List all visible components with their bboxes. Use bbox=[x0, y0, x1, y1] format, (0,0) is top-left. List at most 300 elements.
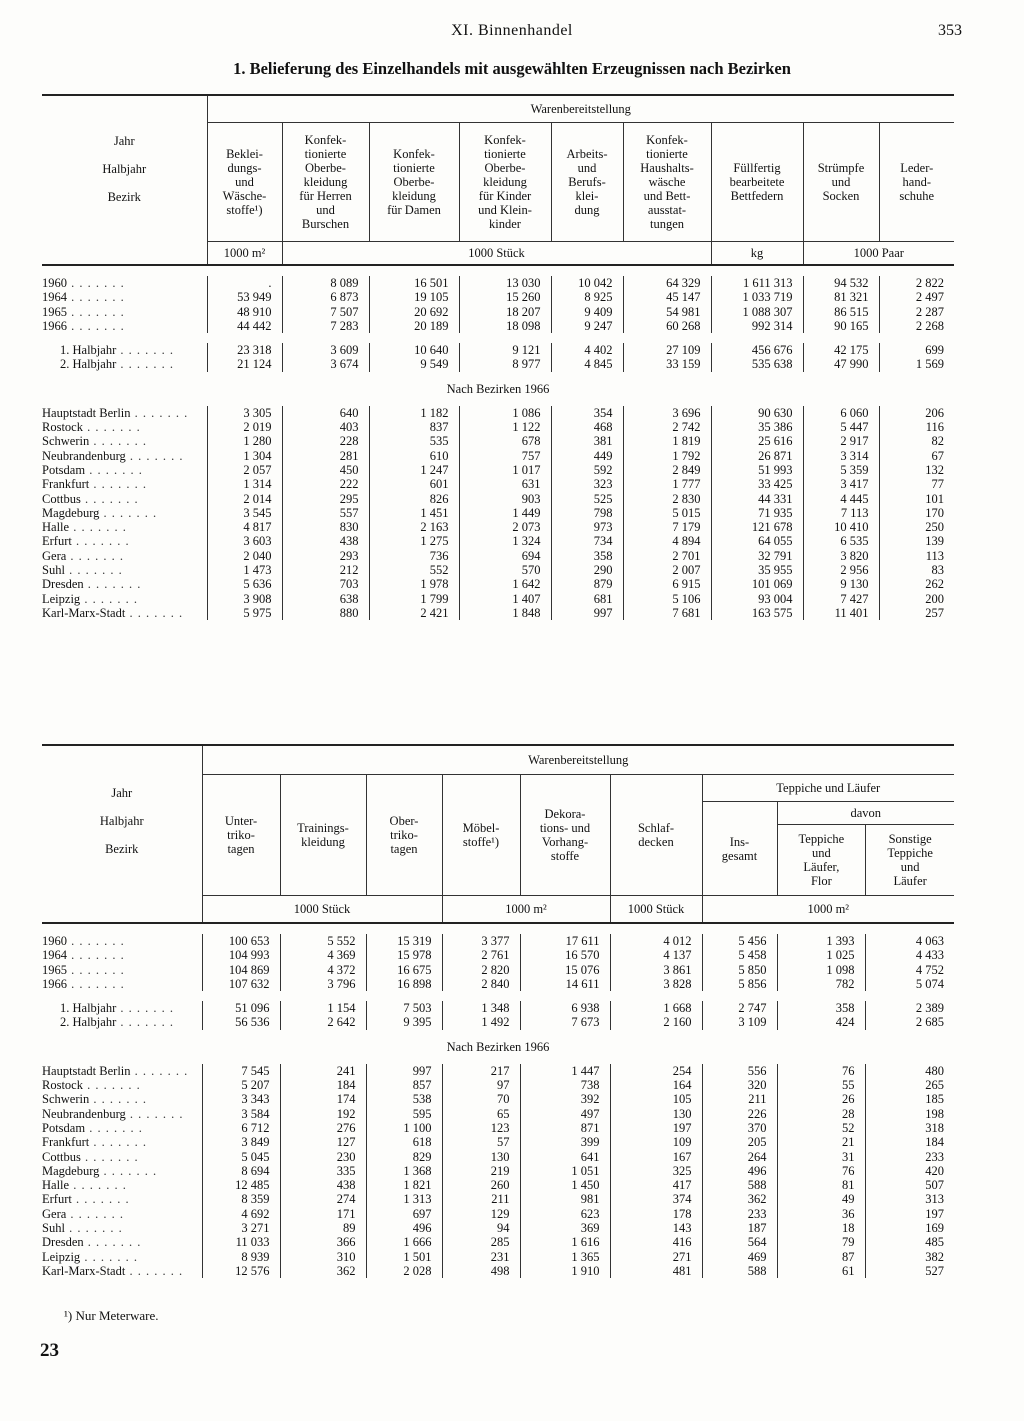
leader-dots: . . . . . . . bbox=[116, 343, 174, 358]
row-label: 1964 bbox=[42, 290, 67, 305]
cell: 2 421 bbox=[369, 606, 459, 620]
cell: 1 978 bbox=[369, 577, 459, 591]
cell: 3 674 bbox=[282, 357, 369, 371]
district-row bbox=[42, 477, 954, 491]
cell: 5 458 bbox=[702, 948, 777, 962]
cell: 4 817 bbox=[207, 520, 282, 534]
cell: 535 bbox=[369, 434, 459, 448]
cell: 21 bbox=[777, 1135, 865, 1149]
row-label: Gera bbox=[42, 548, 67, 563]
cell: 31 bbox=[777, 1150, 865, 1164]
cell: 3 545 bbox=[207, 506, 282, 520]
column-header: Möbel- stoffe¹) bbox=[442, 775, 520, 896]
leader-dots: . . . . . . . bbox=[71, 1192, 130, 1207]
cell: 588 bbox=[702, 1264, 777, 1278]
cell: 52 bbox=[777, 1121, 865, 1135]
cell: 198 bbox=[865, 1107, 954, 1121]
district-row bbox=[42, 449, 954, 463]
cell: 5 856 bbox=[702, 977, 777, 991]
cell: 4 369 bbox=[280, 948, 366, 962]
cell: 438 bbox=[282, 534, 369, 548]
leader-dots: . . . . . . . bbox=[89, 1135, 147, 1150]
district-row bbox=[42, 492, 954, 506]
cell: 14 611 bbox=[520, 977, 610, 991]
cell: 222 bbox=[282, 477, 369, 491]
cell: 618 bbox=[366, 1135, 442, 1149]
cell: 362 bbox=[280, 1264, 366, 1278]
unit-1000-stueck: 1000 Stück bbox=[202, 896, 442, 924]
cell: 366 bbox=[280, 1235, 366, 1249]
cell: 699 bbox=[879, 343, 954, 357]
cell: 879 bbox=[551, 577, 623, 591]
cell: 219 bbox=[442, 1164, 520, 1178]
cell: 325 bbox=[610, 1164, 702, 1178]
cell: 54 981 bbox=[623, 305, 711, 319]
district-row bbox=[42, 1121, 954, 1135]
cell: 481 bbox=[610, 1264, 702, 1278]
cell: 174 bbox=[280, 1092, 366, 1106]
cell: 8 694 bbox=[202, 1164, 280, 1178]
cell: 320 bbox=[702, 1078, 777, 1092]
cell: 285 bbox=[442, 1235, 520, 1249]
cell: 83 bbox=[879, 563, 954, 577]
cell: 3 609 bbox=[282, 343, 369, 357]
cell: 76 bbox=[777, 1064, 865, 1078]
cell: 104 869 bbox=[202, 963, 280, 977]
cell: 3 696 bbox=[623, 406, 711, 420]
cell: 21 124 bbox=[207, 357, 282, 371]
column-header: Füllfertig bearbeitete Bettfedern bbox=[711, 123, 803, 242]
section-heading: Nach Bezirken 1966 bbox=[446, 381, 550, 396]
cell: 2 685 bbox=[865, 1015, 954, 1029]
column-header: Arbeits- und Berufs- klei- dung bbox=[551, 123, 623, 242]
district-row bbox=[42, 1164, 954, 1178]
column-header: Ober- triko- tagen bbox=[366, 775, 442, 896]
cell: 71 935 bbox=[711, 506, 803, 520]
cell: 403 bbox=[282, 420, 369, 434]
section-heading-row bbox=[42, 1030, 954, 1064]
year-row bbox=[42, 977, 954, 991]
cell: 538 bbox=[366, 1092, 442, 1106]
year-row bbox=[42, 276, 954, 290]
district-row bbox=[42, 420, 954, 434]
cell: 556 bbox=[702, 1064, 777, 1078]
cell: 6 060 bbox=[803, 406, 879, 420]
cell: 362 bbox=[702, 1192, 777, 1206]
cell: 564 bbox=[702, 1235, 777, 1249]
cell: 1 819 bbox=[623, 434, 711, 448]
table-1-body bbox=[42, 265, 954, 620]
cell: 3 417 bbox=[803, 477, 879, 491]
cell: 35 955 bbox=[711, 563, 803, 577]
district-row bbox=[42, 1064, 954, 1078]
cell: 55 bbox=[777, 1078, 865, 1092]
row-label: Karl-Marx-Stadt bbox=[42, 1263, 126, 1278]
district-row bbox=[42, 406, 954, 420]
cell: 3 584 bbox=[202, 1107, 280, 1121]
row-label: 2. Halbjahr bbox=[60, 357, 117, 372]
cell: 1 122 bbox=[459, 420, 551, 434]
leader-dots: . . . . . . . bbox=[69, 520, 127, 535]
leader-dots: . . . . . . . bbox=[125, 605, 184, 620]
row-label: 1. Halbjahr bbox=[60, 343, 117, 358]
cell: 33 425 bbox=[711, 477, 803, 491]
stub-header-district: Bezirk bbox=[105, 841, 139, 856]
row-label: Frankfurt bbox=[42, 477, 90, 492]
cell: 2 956 bbox=[803, 563, 879, 577]
cell: 1 473 bbox=[207, 563, 282, 577]
cell: 4 894 bbox=[623, 534, 711, 548]
district-row bbox=[42, 1192, 954, 1206]
cell: 469 bbox=[702, 1250, 777, 1264]
row-label: Hauptstadt Berlin bbox=[42, 405, 131, 420]
leader-dots: . . . . . . . bbox=[89, 1092, 147, 1107]
cell: 354 bbox=[551, 406, 623, 420]
row-label: 1964 bbox=[42, 948, 67, 963]
cell: 79 bbox=[777, 1235, 865, 1249]
cell: 7 179 bbox=[623, 520, 711, 534]
cell: 736 bbox=[369, 549, 459, 563]
cell: 18 207 bbox=[459, 305, 551, 319]
stub-header bbox=[42, 745, 202, 896]
cell: 265 bbox=[865, 1078, 954, 1092]
leader-dots: . . . . . . . bbox=[99, 1163, 158, 1178]
cell: 164 bbox=[610, 1078, 702, 1092]
cell: 26 bbox=[777, 1092, 865, 1106]
cell: 5 975 bbox=[207, 606, 282, 620]
cell: 5 074 bbox=[865, 977, 954, 991]
column-header: Trainings- kleidung bbox=[280, 775, 366, 896]
leader-dots: . . . . . . . bbox=[80, 1149, 139, 1164]
cell: 640 bbox=[282, 406, 369, 420]
cell: 9 130 bbox=[803, 577, 879, 591]
cell: 2 820 bbox=[442, 963, 520, 977]
cell: 139 bbox=[879, 534, 954, 548]
stub-header-district: Bezirk bbox=[107, 189, 141, 204]
column-header: Ins- gesamt bbox=[702, 802, 777, 896]
column-header: Schlaf- decken bbox=[610, 775, 702, 896]
stub-header bbox=[42, 95, 207, 242]
cell: 81 bbox=[777, 1178, 865, 1192]
cell: 47 990 bbox=[803, 357, 879, 371]
cell: 2 701 bbox=[623, 549, 711, 563]
cell: 7 545 bbox=[202, 1064, 280, 1078]
cell: 416 bbox=[610, 1235, 702, 1249]
leader-dots: . . . . . . . bbox=[66, 1206, 125, 1221]
cell: 1 025 bbox=[777, 948, 865, 962]
cell: 127 bbox=[280, 1135, 366, 1149]
leader-dots: . . . . . . . bbox=[67, 934, 125, 948]
cell: 90 630 bbox=[711, 406, 803, 420]
cell: 2 028 bbox=[366, 1264, 442, 1278]
cell: 15 319 bbox=[366, 934, 442, 948]
cell: 89 bbox=[280, 1221, 366, 1235]
cell: 497 bbox=[520, 1107, 610, 1121]
cell: 1 275 bbox=[369, 534, 459, 548]
cell: 1 447 bbox=[520, 1064, 610, 1078]
cell: 250 bbox=[879, 520, 954, 534]
row-label: Erfurt bbox=[42, 534, 72, 549]
row-label: 1966 bbox=[42, 976, 67, 991]
cell: 7 681 bbox=[623, 606, 711, 620]
cell: 281 bbox=[282, 449, 369, 463]
cell: 1 848 bbox=[459, 606, 551, 620]
row-label: 1965 bbox=[42, 304, 67, 319]
cell: 187 bbox=[702, 1221, 777, 1235]
cell: 2 014 bbox=[207, 492, 282, 506]
cell: 56 536 bbox=[202, 1015, 280, 1029]
cell: 557 bbox=[282, 506, 369, 520]
cell: 374 bbox=[610, 1192, 702, 1206]
cell: 15 260 bbox=[459, 290, 551, 304]
row-label: Rostock bbox=[42, 420, 83, 435]
davon-block bbox=[777, 802, 954, 896]
district-row bbox=[42, 463, 954, 477]
column-header: Strümpfe und Socken bbox=[803, 123, 879, 242]
cell: 100 653 bbox=[202, 934, 280, 948]
district-row bbox=[42, 1150, 954, 1164]
cell: 2 642 bbox=[280, 1015, 366, 1029]
cell: 241 bbox=[280, 1064, 366, 1078]
cell: 184 bbox=[280, 1078, 366, 1092]
unit-1000-stueck-2: 1000 Stück bbox=[610, 896, 702, 924]
cell: 1 666 bbox=[366, 1235, 442, 1249]
cell: 13 030 bbox=[459, 276, 551, 290]
cell: 4 845 bbox=[551, 357, 623, 371]
cell: 1 247 bbox=[369, 463, 459, 477]
cell: 3 271 bbox=[202, 1221, 280, 1235]
cell: 4 137 bbox=[610, 948, 702, 962]
cell: 129 bbox=[442, 1207, 520, 1221]
cell: 369 bbox=[520, 1221, 610, 1235]
cell: 6 873 bbox=[282, 290, 369, 304]
year-row bbox=[42, 319, 954, 333]
cell: 36 bbox=[777, 1207, 865, 1221]
cell: 295 bbox=[282, 492, 369, 506]
cell: 20 692 bbox=[369, 305, 459, 319]
cell: 1 304 bbox=[207, 449, 282, 463]
cell: 57 bbox=[442, 1135, 520, 1149]
leader-dots: . . . . . . . bbox=[67, 276, 125, 290]
cell: 703 bbox=[282, 577, 369, 591]
leader-dots: . . . . . . . bbox=[71, 534, 130, 549]
cell: 7 283 bbox=[282, 319, 369, 333]
cell: 185 bbox=[865, 1092, 954, 1106]
cell: 480 bbox=[865, 1064, 954, 1078]
leader-dots: . . . . . . . bbox=[67, 962, 125, 977]
cell: 681 bbox=[551, 592, 623, 606]
cell: 1 365 bbox=[520, 1250, 610, 1264]
cell: 2 761 bbox=[442, 948, 520, 962]
cell: 420 bbox=[865, 1164, 954, 1178]
leader-dots: . . . . . . . bbox=[116, 1001, 174, 1016]
cell: 262 bbox=[879, 577, 954, 591]
cell: 7 427 bbox=[803, 592, 879, 606]
cell: 169 bbox=[865, 1221, 954, 1235]
district-row bbox=[42, 592, 954, 606]
cell: 1 407 bbox=[459, 592, 551, 606]
cell: 33 159 bbox=[623, 357, 711, 371]
cell: 94 bbox=[442, 1221, 520, 1235]
cell: 2 073 bbox=[459, 520, 551, 534]
row-label: 1965 bbox=[42, 962, 67, 977]
cell: 424 bbox=[777, 1015, 865, 1029]
cell: 1 642 bbox=[459, 577, 551, 591]
cell: 5 106 bbox=[623, 592, 711, 606]
cell: 233 bbox=[865, 1150, 954, 1164]
cell: 697 bbox=[366, 1207, 442, 1221]
cell: 77 bbox=[879, 477, 954, 491]
cell: 49 bbox=[777, 1192, 865, 1206]
row-label: Schwerin bbox=[42, 434, 90, 449]
cell: 782 bbox=[777, 977, 865, 991]
folio: 23 bbox=[40, 1340, 59, 1361]
cell: 60 268 bbox=[623, 319, 711, 333]
cell: 507 bbox=[865, 1178, 954, 1192]
half-year-row bbox=[42, 357, 954, 371]
leader-dots: . . . . . . . bbox=[130, 1063, 189, 1078]
cell: 10 410 bbox=[803, 520, 879, 534]
cell: 9 409 bbox=[551, 305, 623, 319]
cell: 2 163 bbox=[369, 520, 459, 534]
cell: 4 433 bbox=[865, 948, 954, 962]
cell: 4 063 bbox=[865, 934, 954, 948]
cell: 9 549 bbox=[369, 357, 459, 371]
cell: 3 861 bbox=[610, 963, 702, 977]
cell: 192 bbox=[280, 1107, 366, 1121]
leader-dots: . . . . . . . bbox=[116, 357, 174, 372]
cell: 1 017 bbox=[459, 463, 551, 477]
cell: 694 bbox=[459, 549, 551, 563]
cell: 829 bbox=[366, 1150, 442, 1164]
cell: 392 bbox=[520, 1092, 610, 1106]
row-label: Erfurt bbox=[42, 1192, 72, 1207]
page-number: 353 bbox=[938, 22, 962, 39]
cell: 53 949 bbox=[207, 290, 282, 304]
cell: 6 938 bbox=[520, 1001, 610, 1015]
cell: 264 bbox=[702, 1150, 777, 1164]
cell: 48 910 bbox=[207, 305, 282, 319]
cell: 1 182 bbox=[369, 406, 459, 420]
cell: 2 268 bbox=[879, 319, 954, 333]
cell: 171 bbox=[280, 1207, 366, 1221]
cell: 997 bbox=[551, 606, 623, 620]
cell: 2 822 bbox=[879, 276, 954, 290]
cell: 132 bbox=[879, 463, 954, 477]
cell: 293 bbox=[282, 549, 369, 563]
unit-1000-m2: 1000 m² bbox=[207, 242, 282, 266]
cell: 3 849 bbox=[202, 1135, 280, 1149]
cell: 1 821 bbox=[366, 1178, 442, 1192]
cell: 7 113 bbox=[803, 506, 879, 520]
cell: 2 057 bbox=[207, 463, 282, 477]
half-year-row bbox=[42, 1015, 954, 1029]
cell: 601 bbox=[369, 477, 459, 491]
cell: 2 917 bbox=[803, 434, 879, 448]
leader-dots: . . . . . . . bbox=[80, 1249, 138, 1264]
cell: 231 bbox=[442, 1250, 520, 1264]
cell: 44 442 bbox=[207, 319, 282, 333]
row-label: 2. Halbjahr bbox=[60, 1015, 117, 1030]
cell: 3 343 bbox=[202, 1092, 280, 1106]
leader-dots: . . . . . . . bbox=[80, 491, 139, 506]
table-1 bbox=[42, 94, 954, 620]
leader-dots: . . . . . . . bbox=[67, 304, 125, 319]
district-row bbox=[42, 1264, 954, 1278]
cell: 20 189 bbox=[369, 319, 459, 333]
cell: 997 bbox=[366, 1064, 442, 1078]
cell: 1 393 bbox=[777, 934, 865, 948]
cell: 16 898 bbox=[366, 977, 442, 991]
cell: 871 bbox=[520, 1121, 610, 1135]
cell: 123 bbox=[442, 1121, 520, 1135]
cell: 94 532 bbox=[803, 276, 879, 290]
cell: 570 bbox=[459, 563, 551, 577]
group-header: Warenbereitstellung bbox=[207, 95, 954, 123]
cell: 5 850 bbox=[702, 963, 777, 977]
cell: 170 bbox=[879, 506, 954, 520]
cell: 15 076 bbox=[520, 963, 610, 977]
section-heading: Nach Bezirken 1966 bbox=[446, 1039, 550, 1054]
row-label: Leipzig bbox=[42, 1249, 81, 1264]
cell: 638 bbox=[282, 592, 369, 606]
district-row bbox=[42, 434, 954, 448]
leader-dots: . . . . . . . bbox=[125, 1263, 184, 1278]
cell: 6 535 bbox=[803, 534, 879, 548]
cell: 3 314 bbox=[803, 449, 879, 463]
cell: 399 bbox=[520, 1135, 610, 1149]
cell: 76 bbox=[777, 1164, 865, 1178]
cell: 35 386 bbox=[711, 420, 803, 434]
cell: 2 830 bbox=[623, 492, 711, 506]
cell: 11 033 bbox=[202, 1235, 280, 1249]
cell: 105 bbox=[610, 1092, 702, 1106]
cell: 1 280 bbox=[207, 434, 282, 448]
row-label: Gera bbox=[42, 1206, 67, 1221]
cell: 27 109 bbox=[623, 343, 711, 357]
district-row bbox=[42, 1207, 954, 1221]
unit-1000-paar: 1000 Paar bbox=[803, 242, 954, 266]
table-title: 1. Belieferung des Einzelhandels mit ausgewählten Erzeugnissen nach Bezirken bbox=[233, 59, 791, 78]
cell: 535 638 bbox=[711, 357, 803, 371]
cell: 5 456 bbox=[702, 934, 777, 948]
cell: 228 bbox=[282, 434, 369, 448]
cell: 4 402 bbox=[551, 343, 623, 357]
half-year-row bbox=[42, 1001, 954, 1015]
cell: 65 bbox=[442, 1107, 520, 1121]
unit-1000-m2-2: 1000 m² bbox=[702, 896, 954, 924]
district-row bbox=[42, 549, 954, 563]
cell: 1 449 bbox=[459, 506, 551, 520]
stub-header-year: Jahr bbox=[113, 133, 135, 148]
cell: 1 451 bbox=[369, 506, 459, 520]
cell: 450 bbox=[282, 463, 369, 477]
cell: 70 bbox=[442, 1092, 520, 1106]
cell: 178 bbox=[610, 1207, 702, 1221]
cell: 381 bbox=[551, 434, 623, 448]
cell: 8 977 bbox=[459, 357, 551, 371]
unit-1000-stueck: 1000 Stück bbox=[282, 242, 711, 266]
cell: 16 675 bbox=[366, 963, 442, 977]
column-header: Dekora- tions- und Vorhang- stoffe bbox=[520, 775, 610, 896]
cell: 7 673 bbox=[520, 1015, 610, 1029]
unit-kg: kg bbox=[711, 242, 803, 266]
cell: 310 bbox=[280, 1250, 366, 1264]
leader-dots: . . . . . . . bbox=[67, 948, 125, 963]
district-row bbox=[42, 577, 954, 591]
cell: 4 372 bbox=[280, 963, 366, 977]
cell: 5 636 bbox=[207, 577, 282, 591]
